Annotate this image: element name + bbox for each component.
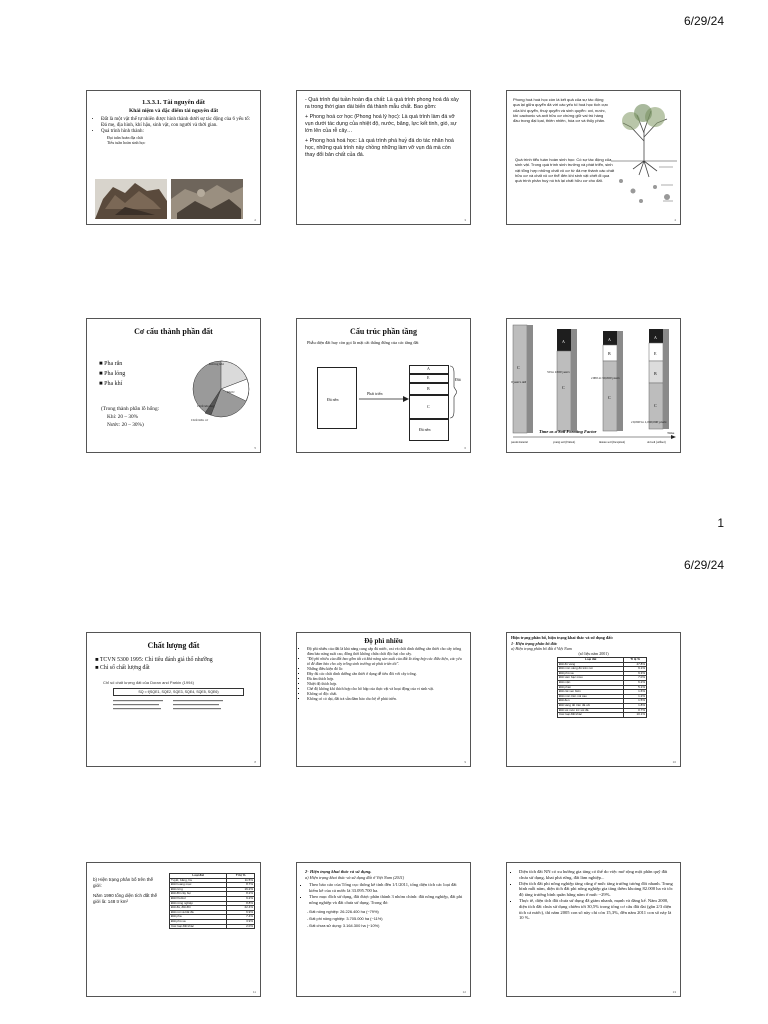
slide-9-year: (số liệu năm 2001) <box>578 651 609 656</box>
pore-water: Nước: 20 – 30%) <box>107 422 144 428</box>
slide-10-b: b) Hiện trạng phân bố trên thế giới: <box>93 877 154 888</box>
svg-text:C: C <box>654 403 657 408</box>
phase-item: ■ Pha lỏng <box>99 371 126 377</box>
page2-date: 6/29/24 <box>683 558 724 572</box>
pore-note: (Trong thành phần lỗ hổng: <box>101 406 160 412</box>
brace-label: Đất <box>455 377 461 382</box>
table-row: Đất xói mòn trơ sỏi đá 0.7% <box>559 707 645 712</box>
slide-10: b) Hiện trạng phân bố trên thế giới: Năm 1990 tổng diện tích đất thế giới là: 148 tr km² Loại đất Tỉ lệ % Tuyết, băng, hà 11.5% Đất hoang mạc 8.7% Đất rừng 16.2% Đất đồi cây bụi 8.2% Đất Podzol 9.2% Đất nông nghiệp 8.8% Đất đá, đất đồi 22.4% Đất núi và bãi đá 6.9% Đất pha 7.4% Đất phù sa 3.9% Các loại đất khác 2.0% 11 <box>86 862 261 997</box>
slide-9-subsub: a) Hiện trạng phân bố đất ở Việt Nam <box>511 646 572 651</box>
slide-11-sub: a) Hiện trạng khai thác và sử dụng đất ở Việt Nam (2011) <box>305 875 405 880</box>
rock-photo-2 <box>171 179 243 219</box>
slide-2-para: + Phong hoá hoá học: Là quá trình phá huỷ đá do tác nhân hoá học, những quá trình này chồng những làm vỡ vụn đá mà còn thay đổi bản chất của đá. <box>305 138 454 158</box>
slide-2-para: + Phong hoá cơ học (Phong hoá lý học): Là quá trình làm đá vỡ vụn dưới tác dụng của nhiệt độ, nước, băng, lực kết tinh, gió, sự lớn lên của rễ cây… <box>305 114 457 134</box>
svg-text:B: B <box>608 351 611 356</box>
slide-5: Cấu trúc phần tầng Phẫu diện đất huy còn gọi là mặt cắt thẳng đứng của các tầng đất Đá nền Phát triển A E B C Đá nền Đất 6 <box>296 318 471 453</box>
horizon-c-label: C <box>427 404 430 409</box>
axis-label: Time <box>667 431 675 435</box>
quality-index-caption: Chỉ số chất lượng đất của Doran and Parkin (1994) <box>103 680 194 685</box>
table-row: Đất đá, đất đồi 22.4% <box>171 905 253 910</box>
slide-9-sub: 1- Hiện trạng phân bố đất: <box>511 641 558 646</box>
slide-11-head: 2- Hiện trạng khai thác và sử dụng. <box>305 869 372 874</box>
slide-12-item: ▪ Diện tích đất NN có xu hướng gia tăng có thể do việc mở rộng một phần quỹ đất chưa sử dụng, khai phá rừng, đất làm nghiệp... <box>519 869 674 881</box>
fertility-item: ▪ Nhiệt độ thích hợp. <box>307 682 464 687</box>
slide-12-item: ▪ Thực tế, diện tích đất chưa sử dụng đã giảm nhanh, mạnh và đáng kể. Năm 2000, diện tích đất chưa sử dụng chiếm tới 30,5% trong tổng cơ cấu đất đai (gần 2/3 diện tích cả nước), thì năm 2005 con số này chỉ còn 15,3%, đến năm 2011 con số này là 10 %. <box>519 898 674 921</box>
year-label: 0 years old <box>511 380 527 384</box>
slide-10-note: Năm 1990 tổng diện tích đất thế giới là: 148 tr km² <box>93 893 158 904</box>
slide-6 <box>506 318 681 453</box>
svg-text:A: A <box>654 335 657 340</box>
pie-label: Chất khoáng <box>197 404 215 408</box>
stage-label: parent material <box>511 441 528 444</box>
pore-air: Khí: 20 – 30% <box>107 414 139 420</box>
slide-12-item: ▪ Diện tích đất phi nông nghiệp tăng cũng ở mức tăng trưởng tương đối nhanh. Trung bình mỗi năm, diện tích đất phi nông nghiệp gia tăng thêm khoảng 82.000 ha và tốc độ tăng trưởng bình quân hằng năm ở mức ~29%. <box>519 881 674 898</box>
pie-label: Chất hữu cơ <box>191 418 209 422</box>
land-use-item: - Đất nông nghiệp: 26.226.400 ha (~79%) <box>307 909 379 914</box>
fertility-item: ▪ Những điều kiện đó là: <box>307 667 464 672</box>
slide-1-subtitle: Khái niệm và đặc điểm tài nguyên đất <box>128 108 219 114</box>
svg-text:E: E <box>654 351 657 356</box>
year-label: 50 to 1000 years <box>547 370 570 374</box>
pie-label: Nước <box>227 390 235 394</box>
quality-index-formula: SQ = f(SQE1, SQE2, SQE3, SQE4, SQE5, SQE6) <box>113 688 244 696</box>
slide-1-bullet: • Đất là một vật thể tự nhiên được hình thành dưới sự tác động của 6 yếu tố: Đá mẹ, địa hình, khí hậu, sinh vật, con người và thời gian. <box>101 117 254 129</box>
slide-1: 1.3.3.1. Tài nguyên đất Khái niệm và đặc điểm tài nguyên đất • Đất là một vật thể tự nhiên được hình thành dưới sự tác động của 6 yếu tố: Đá mẹ, địa hình, khí hậu, sinh vật, con người và thời gian. • Quá trình hình thành: Đại tuần hoàn địa chất Tiểu tuần hoàn sinh học 2 <box>86 90 261 225</box>
quality-index-legend <box>113 698 233 714</box>
table-row: Đất rừng 16.2% <box>171 886 253 891</box>
table-row: Đất vàng đỏ trên đá vôi 1.8% <box>559 702 645 707</box>
slide-7-bullet: ■ Chỉ số chất lượng đất <box>95 665 150 671</box>
table-row: Đất phèn 5.1% <box>559 684 645 689</box>
stage-label: young soil (Entisol) <box>553 441 576 444</box>
rock-photo-1 <box>95 179 167 219</box>
table-row: Đất pha 7.4% <box>171 914 253 919</box>
fertility-item: ▪ "Độ phì nhiêu của đất bao gồm tất cả khả năng sản xuất của đất là tổng hợp các điều kiện, các yếu tố để đảm bảo cho cây trồng sinh trưởng và phát triển tốt". <box>307 657 464 667</box>
table-row: Đất đen 1.5% <box>559 698 645 703</box>
time-soil-forming-diagram <box>507 319 681 453</box>
table-row: Đất Podzol 9.2% <box>171 895 253 900</box>
table-row: Đất nông nghiệp 8.8% <box>171 900 253 905</box>
pie-label: Không khí <box>209 362 224 366</box>
slide-8: Độ phì nhiêu ▪ Độ phì nhiêu của đất là khả năng cung cấp đủ nước, oxi và chất dinh dưỡng cần thiết cho cây trồng đảm bảo năng suất cao, đồng thời không chứa chất độc hại cho cây. ▪ "Độ phì nhiêu của đất bao gồm tất cả khả năng sản xuất của đất là tổng hợp các điều kiện, các yếu tố để đảm bảo cho cây trồng sinh trưởng và phát triển tốt". ▪ Những điều kiện đó là: ▪ Đầy đủ các chất dinh dưỡng cần thiết ở dạng dễ tiêu đối với cây trồng. ▪ Đủ ẩm thích hợp. ▪ Nhiệt độ thích hợp. ▪ Chế độ không khí thích hợp cho hô hấp của thực vật và hoạt động của vi sinh vật. ▪ Không có độc chất. ▪ Không có cỏ dại, đất trả sẵn đảm bảo cho hệ rễ phát triển. 9 <box>296 632 471 767</box>
slide-9: Hiện trạng phân bố, hiện trạng khai thác và sử dụng đất: 1- Hiện trạng phân bố đất: a) Hiện trạng phân bố đất ở Việt Nam (số liệu năm 2001) Loại đất Tỉ lệ % Đất đỏ vàng 47.8% Đất mùn vàng đỏ trên núi 9.1% Đất phù sa 9.3% Đất xám bạc màu 7.0% Đất mặn 6.2% Đất phèn 5.1% Đất cát ven biển 1.6% Đất mùn trên núi cao 1.2% Đất đen 1.5% Đất vàng đỏ trên đá vôi 1.8% Đất xói mòn trơ sỏi đá 0.7% Các loại đất khác 10.1% 10 <box>506 632 681 767</box>
svg-text:C: C <box>517 365 520 370</box>
table-row: Đất mùn trên núi cao 1.2% <box>559 693 645 698</box>
table-row: Đất mùn vàng đỏ trên núi 9.1% <box>559 666 645 671</box>
stage-label: mature soil (Inceptisol) <box>599 441 626 444</box>
stage-label: old soil (Alfisol) <box>647 441 666 444</box>
table-row: Đất xám bạc màu 7.0% <box>559 675 645 680</box>
soil-composition-pie <box>183 353 255 423</box>
bedrock-label: Đá nền <box>327 397 339 402</box>
table-row: Các loại đất khác 2.0% <box>171 923 253 928</box>
slide-7: Chất lượng đất ■ TCVN 5300 1995: Chỉ tiêu đánh giá thổ nhưỡng ■ Chỉ số chất lượng đất Chỉ số chất lượng đất của Doran and Parkin (1994) SQ = f(SQE1, SQE2, SQE3, SQE4, SQE5, SQE6) 8 <box>86 632 261 767</box>
year-label: 10,000 to 1,000,000 years <box>631 420 667 424</box>
world-soil-table: Loại đất Tỉ lệ % Tuyết, băng, hà 11.5% Đất hoang mạc 8.7% Đất rừng 16.2% Đất đồi cây bụi 8.2% Đất Podzol 9.2% Đất nông nghiệp 8.8% Đất đá, đất đồi 22.4% Đất núi và bãi đá 6.9% Đất pha 7.4% Đất phù sa 3.9% Các loại đất khác 2.0% <box>171 873 253 928</box>
slide-1-bullet: • Quá trình hình thành: <box>101 129 254 135</box>
slide-1-sub: Đại tuần hoàn địa chất <box>107 135 143 140</box>
fertility-item: ▪ Độ phì nhiêu của đất là khả năng cung cấp đủ nước, oxi và chất dinh dưỡng cần thiết cho cây trồng đảm bảo năng suất cao, đồng thời không chứa chất độc hại cho cây. <box>307 647 464 657</box>
svg-text:C: C <box>562 385 565 390</box>
slide-2: - Quá trình đại tuần hoàn địa chất: Là quá trình phong hoá đá xảy ra trong thời gian dài biến đá thành mẫu chất. Bao gồm: + Phong hoá cơ học (Phong hoá lý học): Là quá trình làm đá vỡ vụn dưới tác dụng của nhiệt độ, nước, băng, lực kết tinh, gió, sự lớn lên của rễ cây… + Phong hoá hoá học: Là quá trình phá huỷ đá do tác nhân hoá học, những quá trình này chồng những làm vỡ vụn đá mà còn thay đổi bản chất của đá. 3 <box>296 90 471 225</box>
slide-7-title: Chất lượng đất <box>147 641 200 650</box>
develop-arrow <box>359 395 409 403</box>
horizon-bedrock-label: Đá nền <box>419 427 431 432</box>
table-row: Đất phù sa 3.9% <box>171 918 253 923</box>
fertility-item: ▪ Chế độ không khí thích hợp cho hô hấp của thực vật và hoạt động của vi sinh vật. <box>307 687 464 692</box>
slide-12: ▪ Diện tích đất NN có xu hướng gia tăng có thể do việc mở rộng một phần quỹ đất chưa sử dụng, khai phá rừng, đất làm nghiệp... ▪ Diện tích đất phi nông nghiệp tăng cũng ở mức tăng trưởng tương đối nhanh. Trung bình mỗi năm, diện tích đất phi nông nghiệp gia tăng thêm khoảng 82.000 ha và tốc độ tăng trưởng bình quân hằng năm ở mức ~29%. ▪ Thực tế, diện tích đất chưa sử dụng đã giảm nhanh, mạnh và đáng kể. Năm 2000, diện tích đất chưa sử dụng chiếm tới 30,5% trong tổng cơ cấu đất đai (gần 2/3 diện tích cả nước), thì năm 2005 con số này chỉ còn 15,3%, đến năm 2011 con số này là 10 %. 13 <box>506 862 681 997</box>
table-row: Đất đỏ vàng 47.8% <box>559 661 645 666</box>
svg-text:A: A <box>562 339 565 344</box>
table-row: Đất cát ven biển 1.6% <box>559 689 645 694</box>
fertility-item: ▪ Không có cỏ dại, đất trả sẵn đảm bảo cho hệ rễ phát triển. <box>307 697 464 702</box>
svg-text:A: A <box>608 337 611 342</box>
tree-soil-illustration <box>611 101 677 211</box>
land-use-item: - Đất chưa sử dụng: 3.164.300 ha (~10%) <box>307 923 380 928</box>
phase-item: ■ Pha rắn <box>99 361 123 367</box>
horizon-e-label: E <box>427 375 430 380</box>
slide-1-title: 1.3.3.1. Tài nguyên đất <box>142 99 205 106</box>
phase-item: ■ Pha khí <box>99 381 123 387</box>
slide-1-sub: Tiểu tuần hoàn sinh học <box>107 140 146 145</box>
slide-3-bullet: • Quá trình tiểu tuần hoàn sinh học: Có sự tác động của sinh vật. Trong quá trình sinh trưởng và phát triển, sinh vật tổng hợp những chất vô cơ từ đá mẹ thành các chất hữu cơ và chất vô cơ thể đến khi sinh vật chết đi qua quá trình phân huỷ nó trả lại chất hữu cơ cho đất. <box>515 157 615 183</box>
land-use-item: - Đất phi nông nghiệp: 3.705.000 ha (~11%) <box>307 916 383 921</box>
diagram-caption: Time as a Soil Forming Factor <box>539 429 597 434</box>
slide-8-title: Độ phì nhiêu <box>364 637 403 645</box>
slide-5-title: Cấu trúc phần tầng <box>350 327 417 336</box>
horizon-a-label: A <box>427 366 430 371</box>
slide-7-bullet: ■ TCVN 5300 1995: Chỉ tiêu đánh giá thổ nhưỡng <box>95 657 213 663</box>
table-row: Các loại đất khác 10.1% <box>559 712 645 717</box>
table-row: Đất phù sa 9.3% <box>559 670 645 675</box>
slide-4-title: Cơ cấu thành phần đất <box>134 327 213 336</box>
year-label: 1000 to 50,000 years <box>591 376 620 380</box>
slide-11: 2- Hiện trạng khai thác và sử dụng. a) Hiện trạng khai thác và sử dụng đất ở Việt Nam (2011) ▪ Theo báo cáo của Tổng cục thống kê tính đến 1/1/2011, tổng diện tích các loại đất kiểm kê của cả nước là 33.095.700 ha. ▪ Theo mục đích sử dụng, đất được phân thành 3 nhóm chính: đất nông nghiệp, đất phi nông nghiệp và đất chưa sử dụng. Trong đó: - Đất nông nghiệp: 26.226.400 ha (~79%) - Đất phi nông nghiệp: 3.705.000 ha (~11%) - Đất chưa sử dụng: 3.164.300 ha (~10%) 12 <box>296 862 471 997</box>
table-row: Đất mặn 6.2% <box>559 679 645 684</box>
slide-2-para: - Quá trình đại tuần hoàn địa chất: Là quá trình phong hoá đá xảy ra trong thời gian dài biến đá thành mẫu chất. Bao gồm: <box>305 97 459 110</box>
page1-number: 1 <box>717 516 724 530</box>
fertility-item: ▪ Đầy đủ các chất dinh dưỡng cần thiết ở dạng dễ tiêu đối với cây trồng. <box>307 672 464 677</box>
fertility-item: ▪ Đủ ẩm thích hợp. <box>307 677 464 682</box>
slide-5-text: Phẫu diện đất huy còn gọi là mặt cắt thẳng đứng của các tầng đất <box>307 340 419 345</box>
slide-3: Phong hoá hoá học còn là kết quả của sự tác động qua lại giữa quyển đá với các yếu tố hoá học tích cực của khí quyển, thuỷ quyển và sinh quyển: oxi, nước, khí cacbonic và axit hữu cơ chứng giữ vai trò hàng đầu trong đại lọai, thiên nhiên, hóa cơ và thủy phân. • Quá trình tiểu tuần hoàn sinh học: Có sự tác động của sinh vật. Trong quá trình sinh trưởng và phát triển, sinh vật tổng hợp những chất vô cơ từ đá mẹ thành các chất hữu cơ và chất vô cơ thể đến khi sinh vật chết đi qua quá trình phân huỷ nó trả lại chất hữu cơ cho đất. 4 <box>506 90 681 225</box>
slide-4: Cơ cấu thành phần đất ■ Pha rắn ■ Pha lỏng ■ Pha khí (Trong thành phần lỗ hổng: Khí: 20 – 30% Nước: 20 – 30%) Không khí Nước Chất khoáng Chất hữu cơ 5 <box>86 318 261 453</box>
develop-label: Phát triển <box>367 391 383 396</box>
slide-11-item: ▪ Theo mục đích sử dụng, đất được phân thành 3 nhóm chính: đất nông nghiệp, đất phi nông nghiệp và đất chưa sử dụng. Trong đó: <box>309 894 464 906</box>
svg-text:C: C <box>608 395 611 400</box>
slide-3-para: Phong hoá hoá học còn là kết quả của sự tác động qua lại giữa quyển đá với các yếu tố hoá học tích cực của khí quyển, thuỷ quyển và sinh quyển: oxi, nước, khí cacbonic và axit hữu cơ chứng giữ vai trò hàng đầu trong đại lọai, thiên nhiên, hóa cơ và thủy phân. <box>513 97 609 124</box>
slide-11-item: ▪ Theo báo cáo của Tổng cục thống kê tính đến 1/1/2011, tổng diện tích các loại đất kiểm kê của cả nước là 33.095.700 ha. <box>309 882 464 894</box>
table-row: Tuyết, băng, hà 11.5% <box>171 877 253 882</box>
page1-date: 6/29/24 <box>683 14 724 28</box>
vn-soil-table: Loại đất Tỉ lệ % Đất đỏ vàng 47.8% Đất mùn vàng đỏ trên núi 9.1% Đất phù sa 9.3% Đất xám bạc màu 7.0% Đất mặn 6.2% Đất phèn 5.1% Đất cát ven biển 1.6% Đất mùn trên núi cao 1.2% Đất đen 1.5% Đất vàng đỏ trên đá vôi 1.8% Đất xói mòn trơ sỏi đá 0.7% Các loại đất khác 10.1% <box>559 657 645 717</box>
table-row: Đất núi và bãi đá 6.9% <box>171 909 253 914</box>
horizon-b-label: B <box>427 386 430 391</box>
table-row: Đất đồi cây bụi 8.2% <box>171 891 253 896</box>
fertility-item: ▪ Không có độc chất. <box>307 692 464 697</box>
svg-text:B: B <box>654 371 657 376</box>
slide-9-head: Hiện trạng phân bố, hiện trạng khai thác và sử dụng đất: <box>511 635 614 640</box>
table-row: Đất hoang mạc 8.7% <box>171 882 253 887</box>
soil-brace <box>449 365 457 419</box>
